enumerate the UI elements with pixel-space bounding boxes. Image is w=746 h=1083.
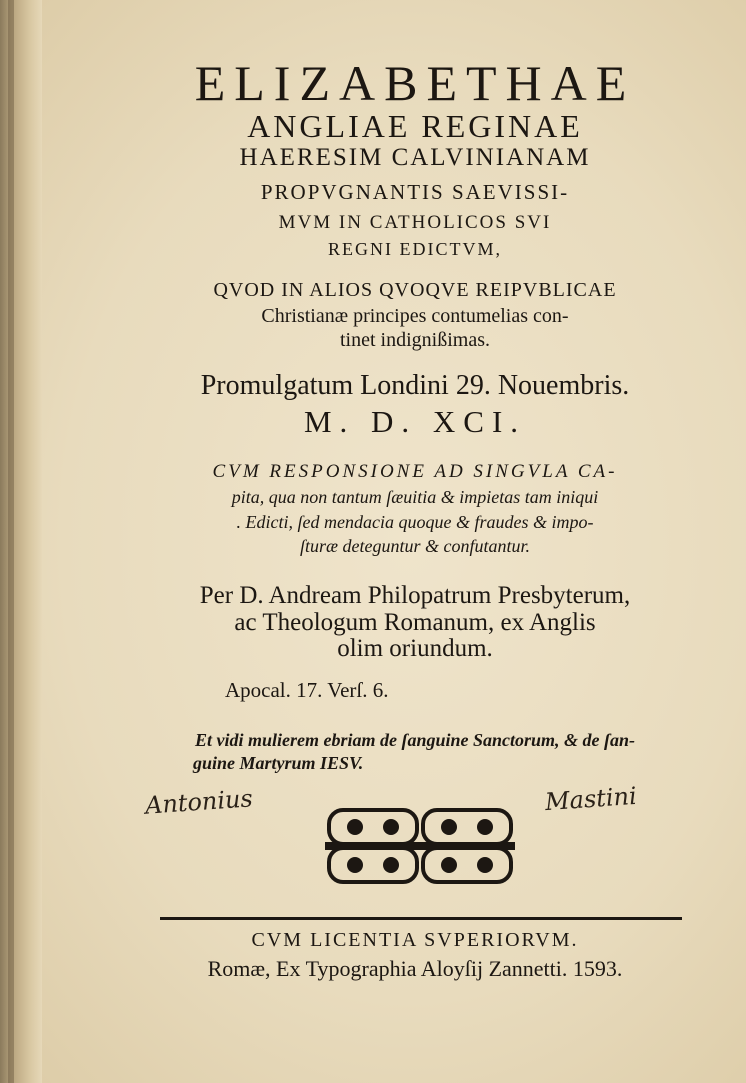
signature-left: Antonius <box>144 784 254 820</box>
subtitle-line-1: QVOD IN ALIOS QVOQVE REIPVBLICAE <box>213 279 617 301</box>
response-line-4: ſturæ deteguntur & confutantur. <box>299 536 530 556</box>
author-line-1: Per D. Andream Philopatrum Presbyterum, <box>199 582 631 609</box>
imprint-line: Romæ, Ex Typographia Aloyſij Zannetti. 1593. <box>207 956 623 981</box>
quote-line-1: Et vidi mulierem ebriam de ſanguine Sanctorum, & de ſan- <box>194 730 635 750</box>
response-line-2: pita, qua non tantum ſæuitia & impietas tam iniqui <box>231 487 599 507</box>
response-line-1: CVM RESPONSIONE AD SINGVLA CA- <box>212 461 618 482</box>
title-line-1: ELIZABETHAE <box>194 55 636 111</box>
subtitle-line-3: tinet indignißimas. <box>340 329 490 351</box>
title-line-2: ANGLIAE REGINAE <box>247 108 583 144</box>
horizontal-rule <box>160 917 682 920</box>
promulgation-line: Promulgatum Londini 29. Nouembris. <box>200 370 630 401</box>
book-spine-edge <box>0 0 42 1083</box>
quote-line-2: guine Martyrum IESV. <box>193 753 364 773</box>
title-line-5: MVM IN CATHOLICOS SVI <box>278 212 552 233</box>
signature-right: Mastini <box>544 781 638 817</box>
scripture-reference: Apocal. 17. Verſ. 6. <box>225 678 389 702</box>
author-line-2: ac Theologum Romanum, ex Anglis <box>234 609 596 636</box>
title-line-3: HAERESIM CALVINIANAM <box>239 144 591 171</box>
author-line-3: olim oriundum. <box>337 635 493 662</box>
title-line-4: PROPVGNANTIS SAEVISSI- <box>260 180 570 204</box>
response-line-3: . Edicti, ſed mendacia quoque & fraudes & impo- <box>236 512 594 532</box>
subtitle-line-2: Christianæ principes contumelias con- <box>261 305 569 327</box>
license-line: CVM LICENTIA SVPERIORVM. <box>251 929 579 951</box>
printer-ornament <box>325 806 515 886</box>
year-roman: M. D. XCI. <box>303 404 527 439</box>
title-line-6: REGNI EDICTVM, <box>328 239 502 259</box>
